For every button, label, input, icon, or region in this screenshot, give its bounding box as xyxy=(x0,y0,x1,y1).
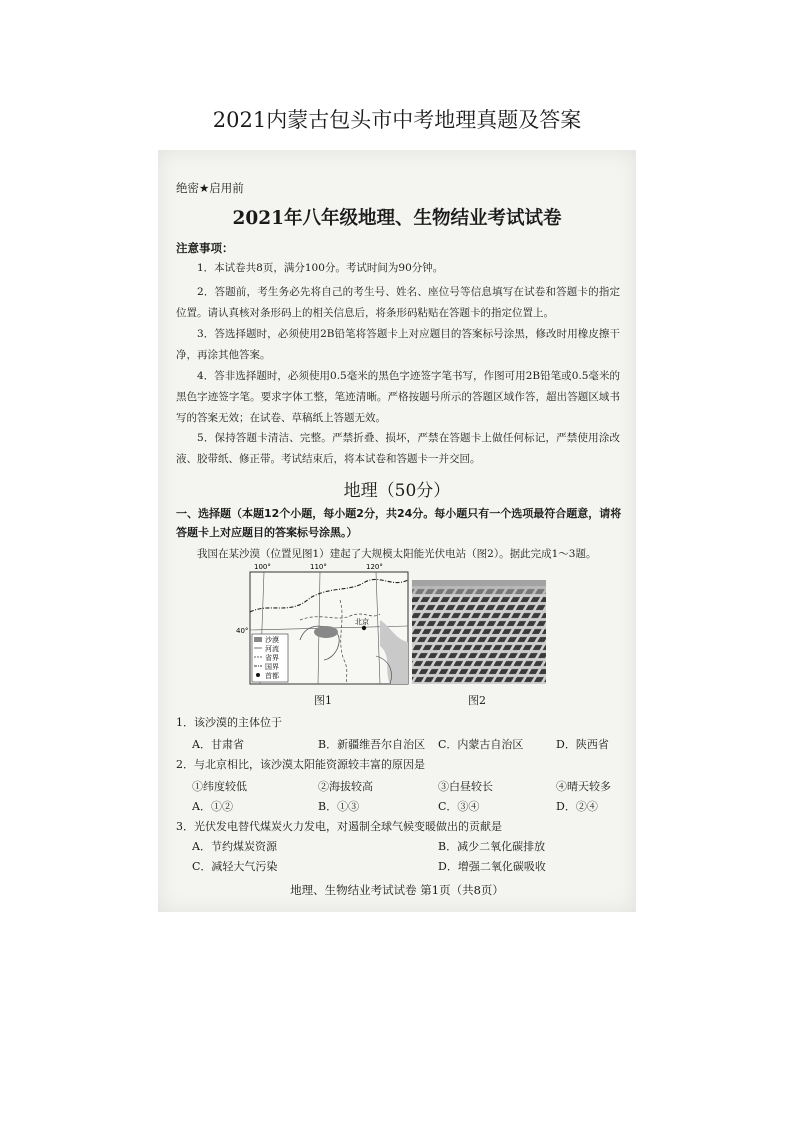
note-item: 3．答选择题时，必须使用2B铅笔将答题卡上对应题目的答案标号涂黑，修改时用橡皮擦干净，再涂其他答案。 xyxy=(176,328,620,361)
figure-2-caption: 图2 xyxy=(468,694,486,707)
question-1-option-c: C．内蒙古自治区 xyxy=(438,738,524,751)
question-3-option-c: C．减轻大气污染 xyxy=(192,860,278,873)
capital-marker xyxy=(362,626,366,630)
question-3-stem: 3．光伏发电替代煤炭火力发电，对遏制全球气候变暖做出的贡献是 xyxy=(176,820,502,833)
question-1-stem: 1．该沙漠的主体位于 xyxy=(176,716,282,729)
question-2-option-b: B．①③ xyxy=(318,800,360,813)
solar-panels xyxy=(412,586,546,684)
latitude-label: 40° xyxy=(236,627,249,635)
note-item: 4．答非选择题时，必须使用0.5毫米的黑色字迹签字笔书写，作图可用2B铅笔或0.5毫米的黑色字迹签字笔。要求字体工整，笔迹清晰。严格按题号所示的答题区域作答，超出答题区域书写的答案无效；在试卷、草稿纸上答题无效。 xyxy=(176,370,620,424)
figure-1-map xyxy=(236,560,410,688)
exam-title: 2021年八年级地理、生物结业考试试卷 xyxy=(232,208,562,229)
note-item: 5．保持答题卡清洁、完整。严禁折叠、损坏，严禁在答题卡上做任何标记，严禁使用涂改液、胶带纸、修正带。考试结束后，将本试卷和答题卡一并交回。 xyxy=(176,432,620,465)
legend-label: 国界 xyxy=(265,663,279,671)
question-2-statement: ①纬度较低 xyxy=(192,780,247,793)
city-label: 北京 xyxy=(355,618,369,626)
question-1-option-b: B．新疆维吾尔自治区 xyxy=(318,738,426,751)
legend-label: 首都 xyxy=(265,672,279,680)
question-intro: 我国在某沙漠（位置见图1）建起了大规模太阳能光伏电站（图2）。据此完成1～3题。 xyxy=(197,548,597,560)
longitude-label: 100° xyxy=(254,563,271,571)
question-3-option-a: A．节约煤炭资源 xyxy=(192,840,277,853)
desert-area xyxy=(314,626,338,638)
section-instruction: 一、选择题（本题12个小题，每小题2分，共24分。每小题只有一个选项最符合题意，请将答题卡上对应题目的答案标号涂黑。） xyxy=(176,507,622,539)
question-3-option-d: D．增强二氧化碳吸收 xyxy=(438,860,546,873)
question-2-option-c: C．③④ xyxy=(438,800,480,813)
question-2-statement: ②海拔较高 xyxy=(318,780,373,793)
notes-heading: 注意事项： xyxy=(176,241,234,255)
legend-label: 河流 xyxy=(265,645,279,653)
question-1-option-d: D．陕西省 xyxy=(556,738,609,751)
figure-2-photo xyxy=(412,580,546,684)
secret-mark: 绝密★启用前 xyxy=(176,181,244,195)
question-2-option-a: A．①② xyxy=(192,800,233,813)
page-footer: 地理、生物结业考试试卷 第1页（共8页） xyxy=(290,883,504,897)
question-1-option-a: A．甘肃省 xyxy=(192,738,244,751)
legend-label: 沙漠 xyxy=(265,636,279,644)
section-title: 地理（50分） xyxy=(343,481,451,501)
note-item: 2．答题前，考生务必先将自己的考生号、姓名、座位号等信息填写在试卷和答题卡的指定位置。请认真核对条形码上的相关信息后，将条形码粘贴在答题卡的指定位置上。 xyxy=(176,286,620,319)
legend-label: 省界 xyxy=(265,654,279,662)
document-title: 2021内蒙古包头市中考地理真题及答案 xyxy=(212,108,582,132)
longitude-label: 110° xyxy=(310,563,327,571)
question-2-statement: ④晴天较多 xyxy=(556,780,611,793)
scanned-exam-page xyxy=(158,150,636,912)
question-2-stem: 2．与北京相比，该沙漠太阳能资源较丰富的原因是 xyxy=(176,758,425,771)
longitude-label: 120° xyxy=(366,563,383,571)
note-item: 1．本试卷共8页，满分100分。考试时间为90分钟。 xyxy=(197,262,444,274)
question-3-option-b: B．减少二氧化碳排放 xyxy=(438,840,546,853)
figure-1-caption: 图1 xyxy=(314,694,332,707)
question-2-option-d: D．②④ xyxy=(556,800,598,813)
question-2-statement: ③白昼较长 xyxy=(438,780,493,793)
